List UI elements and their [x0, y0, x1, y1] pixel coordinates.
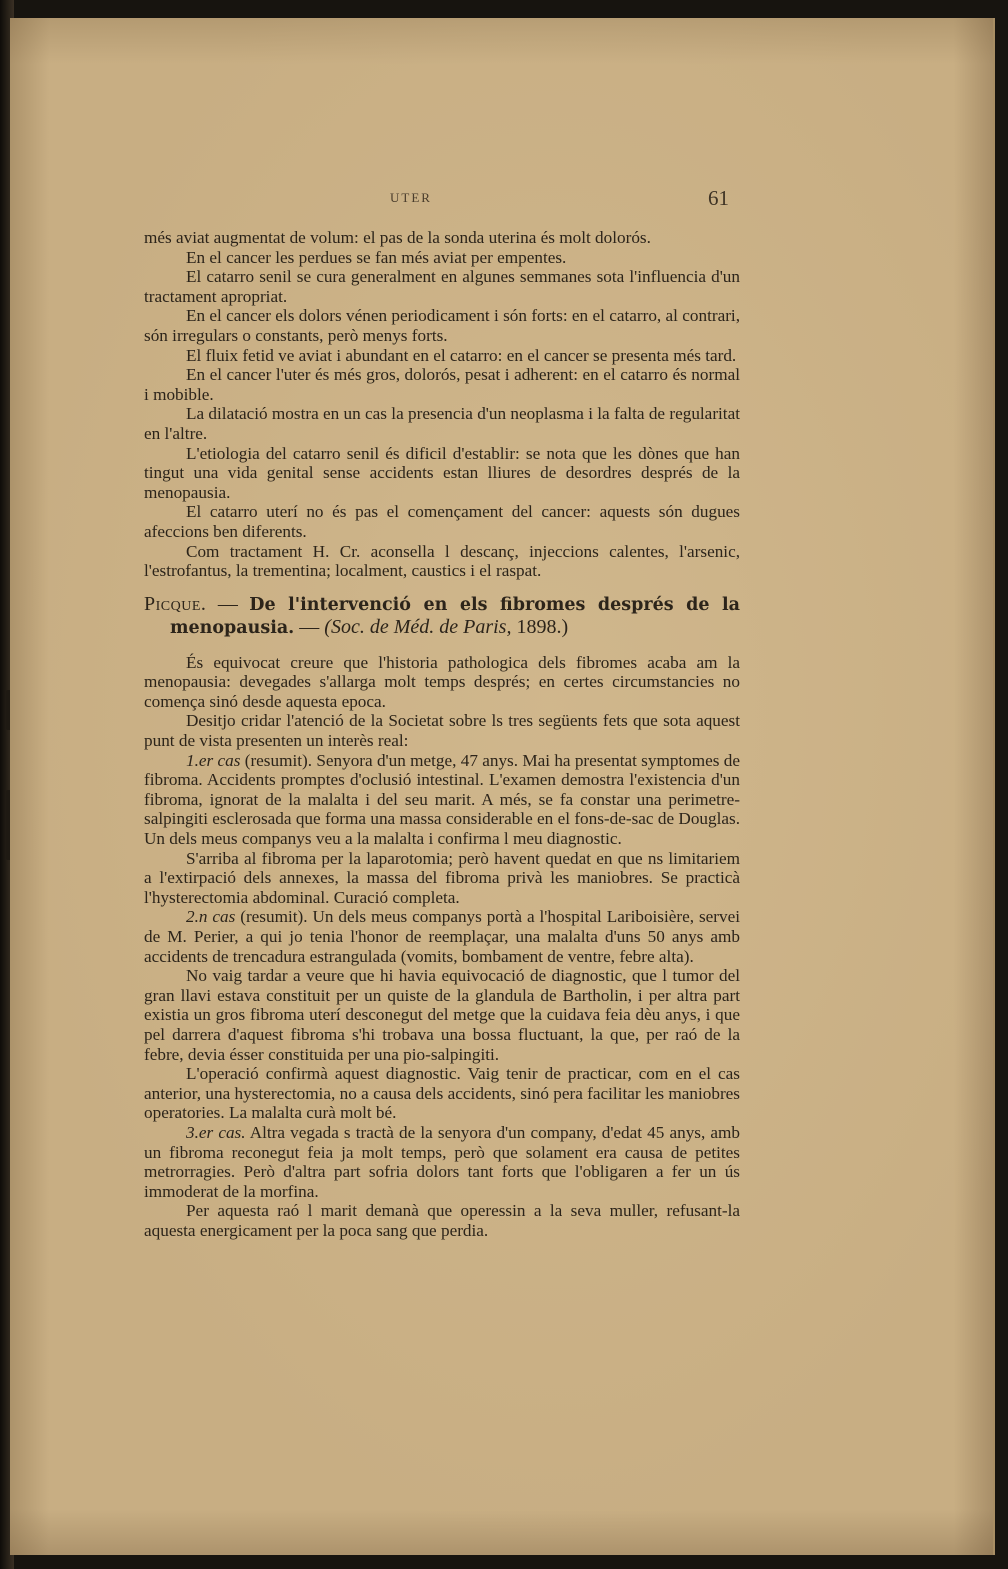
paragraph: Com tractament H. Cr. aconsella l descanç, injeccions calentes, l'arsenic, l'estrofantus, la trementina; localment, caustics i el raspat.	[144, 541, 740, 581]
running-title: UTER	[390, 190, 432, 205]
section-fibromes	[144, 653, 740, 1241]
case-paragraph	[144, 1123, 740, 1201]
case-paragraph	[144, 907, 740, 966]
case-text: (resumit). Un dels meus companys portà a l'hospital Lariboisière, servei de M. Perier, a qui jo tenia l'honor de reemplaçar, una malalta d'uns 50 anys amb accidents de trencadura estrangulada (vomits, bombament de ventre, febre alta).	[144, 907, 740, 966]
paragraph: El catarro uterí no és pas el començament del cancer: aquests són dugues afeccions ben diferents.	[144, 502, 740, 541]
case-label: 3.er cas.	[186, 1122, 246, 1142]
article-year: 1898.)	[516, 615, 569, 638]
article-title: De l'intervenció en els fibromes després de la menopausia.	[170, 594, 740, 638]
paragraph: No vaig tardar a veure que hi havia equivocació de diagnostic, que l tumor del gran llavi estava constituit per un quiste de la glandula de Bartholin, i per altra part existia un gros fibroma uterí desconegut del metge que la cuidava feia dèu anys, i que pel darrera d'aquest fibroma s'hi trobava una bossa fluctuant, la que, per raó de la febre, devia ésser constituida per una pio-salpingiti.	[144, 966, 740, 1064]
paragraph: L'operació confirmà aquest diagnostic. Vaig tenir de practicar, com en el cas anterior, una hysterectomia, no a causa dels accidents, sinó pera facilitar les maniobres operatories. La malalta curà molt bé.	[144, 1064, 740, 1123]
article-author: Picque.	[144, 592, 207, 615]
paragraph: En el cancer les perdues se fan més aviat per empentes.	[186, 247, 567, 267]
paragraph: Desitjo cridar l'atenció de la Societat sobre ls tres següents fets que sota aquest punt de vista presenten un interès real:	[144, 711, 740, 751]
paragraph: més aviat augmentat de volum: el pas de la sonda uterina és molt dolorós.	[144, 228, 651, 247]
text-column	[144, 228, 740, 1241]
paragraph: La dilatació mostra en un cas la presencia d'un neoplasma i la falta de regularitat en l'altre.	[144, 404, 740, 443]
case-label: 2.n cas	[186, 907, 236, 927]
case-text: Altra vegada s tractà de la senyora d'un company, d'edat 45 anys, amb un fibroma reconegut feia ja molt temps, però que solament era causa de petites metrorragies. Però d'altra part sofria dolors tant forts que l'obligaren a fer un ús immoderat de la morfina.	[144, 1122, 740, 1201]
article-source: (Soc. de Méd. de Paris,	[324, 615, 512, 638]
paragraph: S'arriba al fibroma per la laparotomia; però havent quedat en que ns limitariem a l'extirpació dels annexes, la massa del fibroma privà les maniobres. Se practicà l'hysterectomia abdominal. Curació completa.	[144, 848, 740, 907]
page-number: 61	[708, 186, 729, 210]
case-label: 1.er cas	[186, 750, 241, 770]
paragraph: El catarro senil se cura generalment en algunes semmanes sota l'influencia d'un tractament apropriat.	[144, 267, 740, 306]
paragraph: L'etiologia del catarro senil és dificil d'establir: se nota que les dònes que han tingut una vida genital sense accidents estan lliures de desordres després de la menopausia.	[144, 443, 740, 502]
paragraph: El fluix fetid ve aviat i abundant en el catarro: en el cancer se presenta més tard.	[186, 345, 737, 365]
paragraph: Per aquesta raó l marit demanà que operessin a la seva muller, refusant-la aquesta energicament per la poca sang que perdia.	[144, 1201, 740, 1240]
paragraph: En el cancer l'uter és més gros, dolorós, pesat i adherent: en el catarro és normal i mobible.	[144, 365, 740, 404]
case-text: (resumit). Senyora d'un metge, 47 anys. Mai ha presentat symptomes de fibroma. Accidents promptes d'oclusió intestinal. L'examen demostra l'existencia d'un fibroma, ignorat de la malalta i del seu marit. A més, se fa constar una perimetre-salpingiti esclerosada que forma una massa considerable en el fons-de-sac de Douglas. Un dels meus companys veu a la malalta i confirma l meu diagnostic.	[144, 750, 741, 849]
running-head	[10, 186, 993, 216]
book-page	[10, 18, 995, 1555]
paragraph: En el cancer els dolors vénen periodicament i són forts: en el catarro, al contrari, són irregulars o constants, però menys forts.	[144, 306, 740, 345]
case-paragraph	[144, 751, 740, 849]
article-heading: Picque. — De l'intervenció en els fibromes després de la menopausia. — (Soc. de Méd. de Paris, 1898.)	[144, 592, 740, 638]
paragraph: És equivocat creure que l'historia pathologica dels fibromes acaba am la menopausia: devegades s'allarga molt temps després; en certes circumstancies no comença sinó desde aquesta epoca.	[144, 652, 740, 711]
section-senile-catarrh	[144, 228, 740, 581]
